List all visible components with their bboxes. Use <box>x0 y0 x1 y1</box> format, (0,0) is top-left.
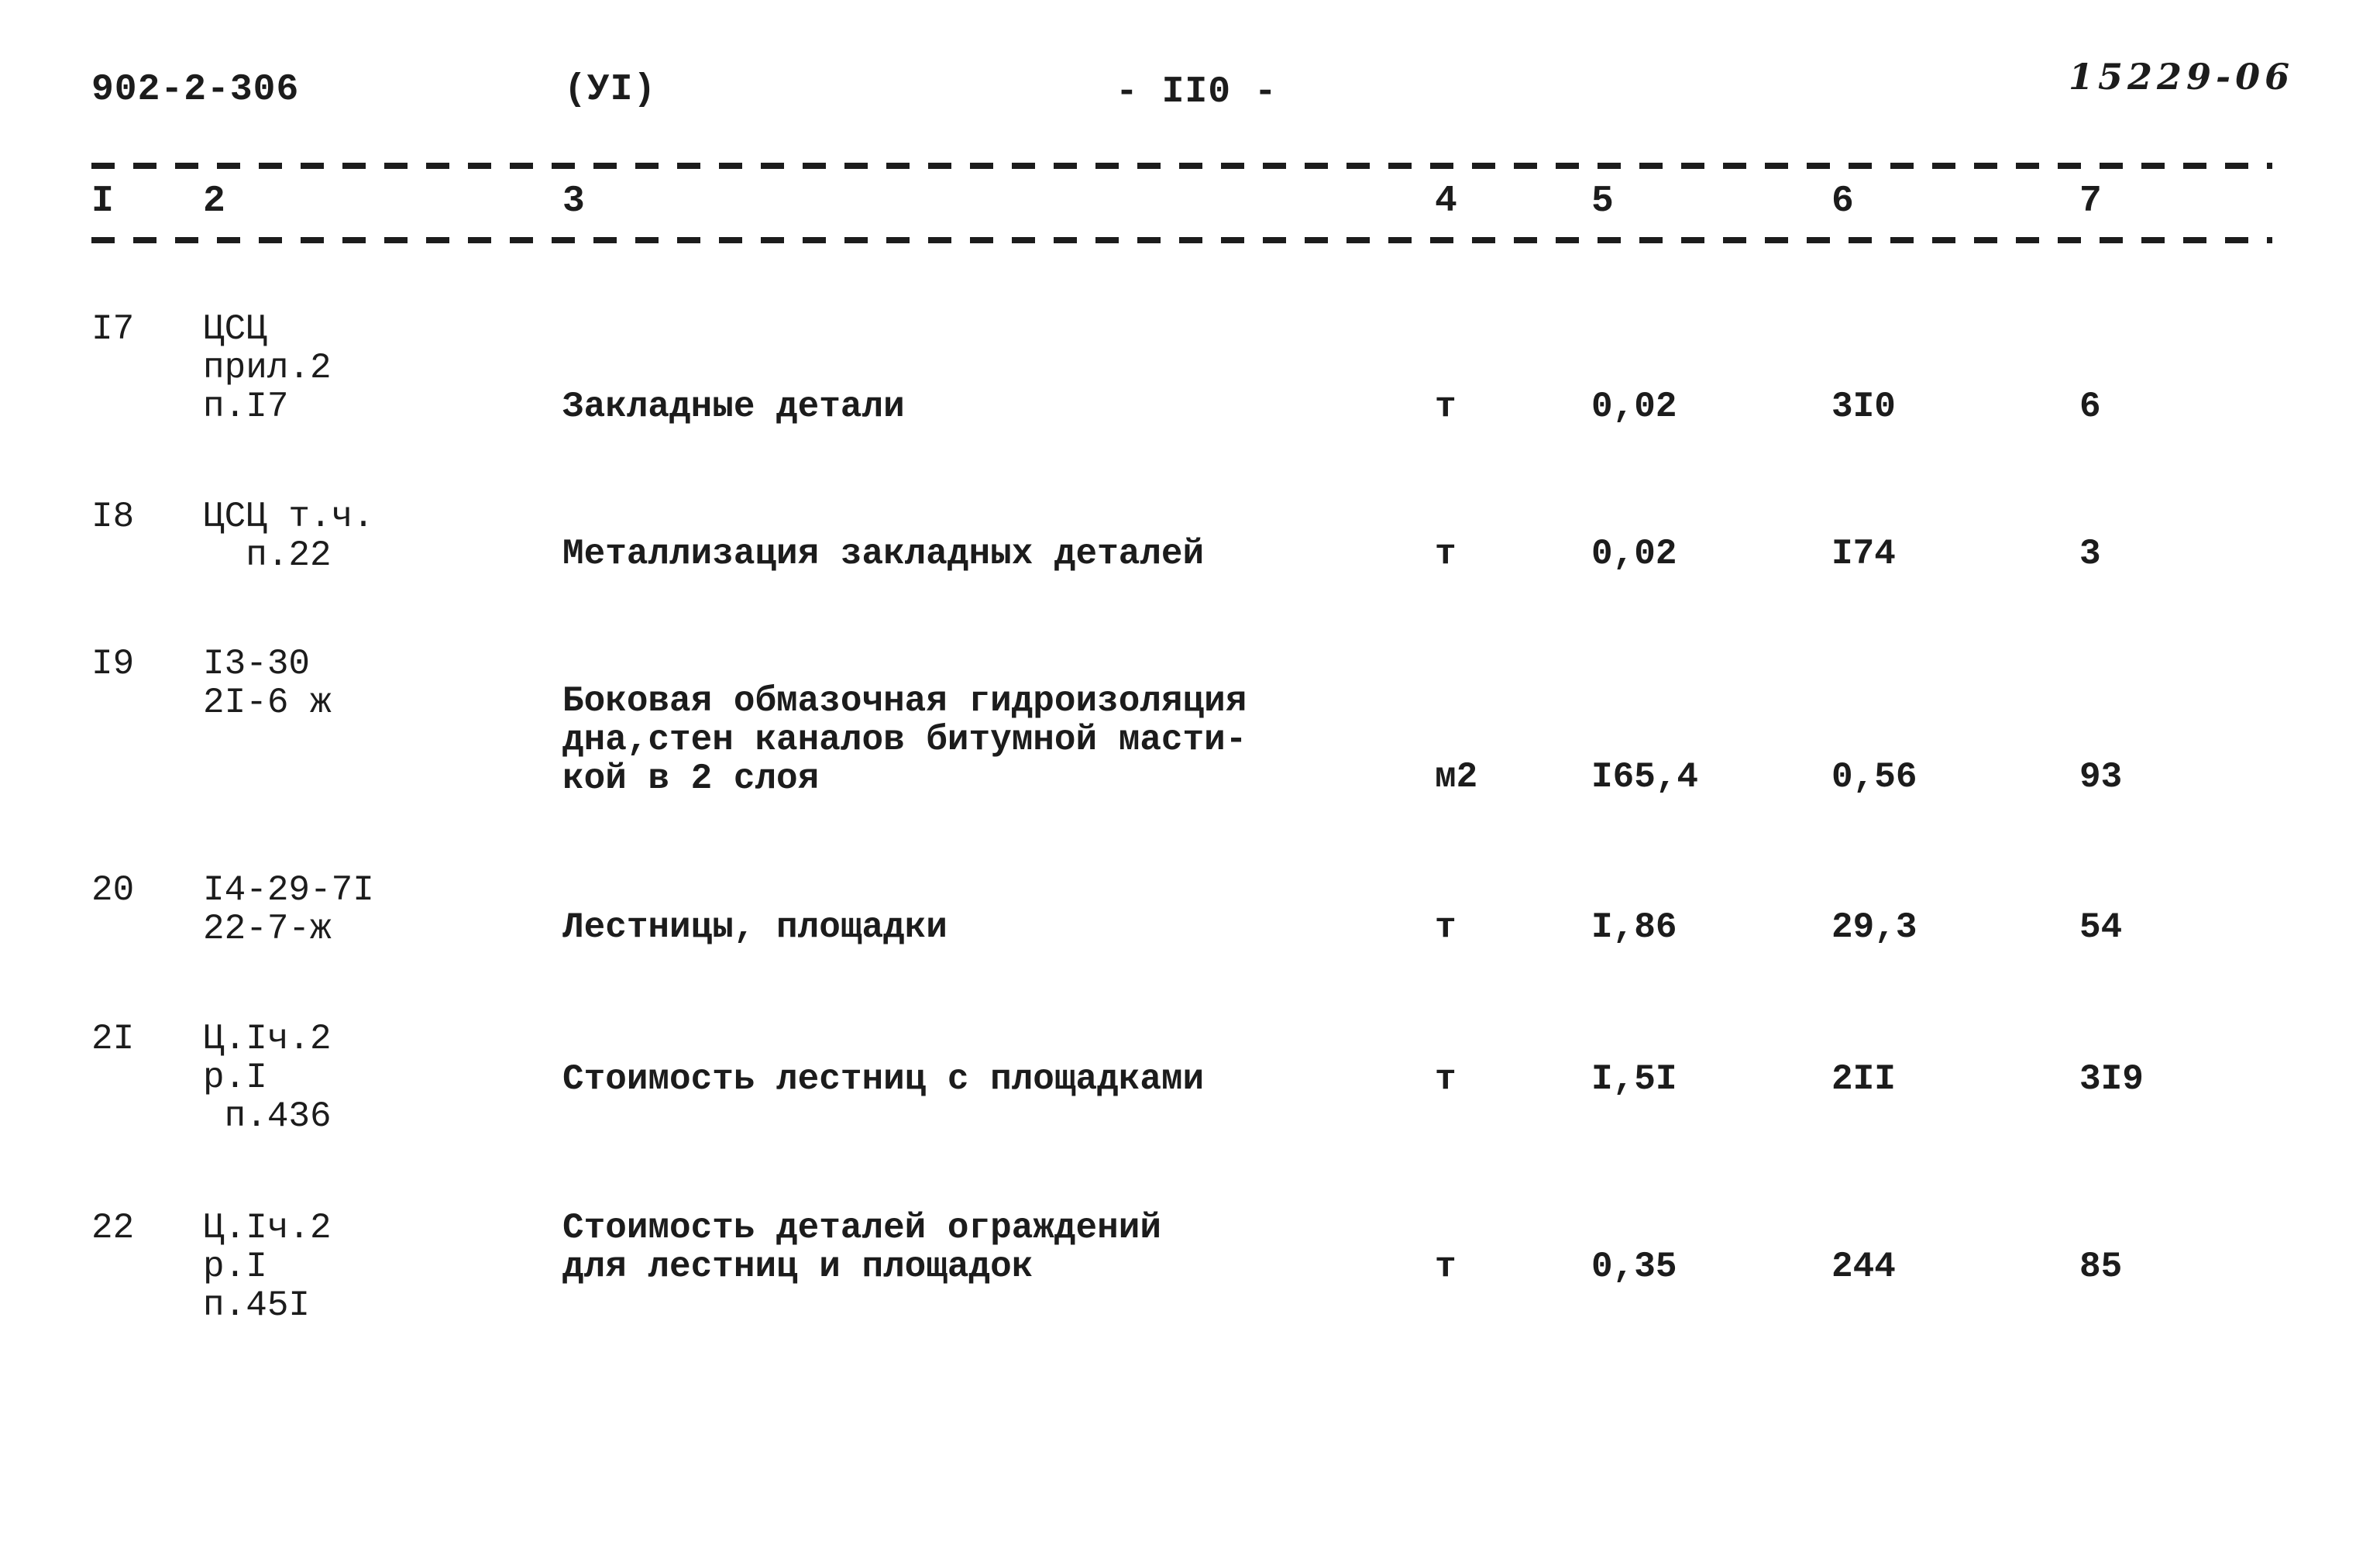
row-unit: т <box>1435 907 1457 948</box>
header-top-rule <box>91 163 2272 169</box>
row-number: I8 <box>91 497 135 537</box>
row-quantity: 0,35 <box>1591 1247 1677 1287</box>
column-header-5: 5 <box>1591 181 1614 222</box>
row-total: 3I9 <box>2079 1059 2144 1099</box>
column-header-4: 4 <box>1435 181 1457 222</box>
row-quantity: I,86 <box>1591 907 1677 948</box>
row-unit-price: 3I0 <box>1831 387 1896 427</box>
column-header-2: 2 <box>203 181 225 222</box>
column-header-7: 7 <box>2079 181 2102 222</box>
row-number: 22 <box>91 1208 135 1248</box>
row-unit-price: 244 <box>1831 1247 1896 1287</box>
row-description: Закладные детали <box>562 387 905 427</box>
row-total: 3 <box>2079 534 2101 574</box>
row-unit: т <box>1435 1059 1457 1099</box>
row-description: Стоимость лестниц с площадками <box>562 1059 1205 1099</box>
row-total: 54 <box>2079 907 2123 948</box>
row-unit: м2 <box>1435 757 1478 797</box>
row-number: 2I <box>91 1019 135 1059</box>
row-unit-price: 2II <box>1831 1059 1896 1099</box>
row-unit: т <box>1435 387 1457 427</box>
page-number: - II0 - <box>1116 71 1278 113</box>
row-total: 6 <box>2079 387 2101 427</box>
row-quantity: 0,02 <box>1591 387 1677 427</box>
row-reference: Ц.Iч.2 р.I п.45I <box>203 1208 332 1326</box>
row-unit: т <box>1435 534 1457 574</box>
row-reference: I3-30 2I-6 ж <box>203 644 332 723</box>
row-number: 20 <box>91 870 135 910</box>
document-code: 902-2-306 <box>91 69 300 111</box>
column-header-6: 6 <box>1831 181 1854 222</box>
row-number: I9 <box>91 644 135 684</box>
row-unit-price: 29,3 <box>1831 907 1917 948</box>
row-number: I7 <box>91 309 135 349</box>
inventory-stamp: 15229-06 <box>2069 56 2295 98</box>
column-header-1: I <box>91 181 114 222</box>
row-reference: I4-29-7I 22-7-ж <box>203 870 374 949</box>
row-unit-price: I74 <box>1831 534 1896 574</box>
row-quantity: I65,4 <box>1591 757 1699 797</box>
column-header-3: 3 <box>562 181 585 222</box>
row-reference: ЦСЦ т.ч. п.22 <box>203 497 374 576</box>
header-bottom-rule <box>91 237 2272 243</box>
row-description: Лестницы, площадки <box>562 907 948 948</box>
row-total: 93 <box>2079 757 2123 797</box>
row-description: Металлизация закладных деталей <box>562 534 1205 574</box>
row-quantity: I,5I <box>1591 1059 1677 1099</box>
row-description: Боковая обмазочная гидроизоляция дна,стен каналов битумной масти- кой в 2 слоя <box>562 681 1247 799</box>
section-code: (УI) <box>564 69 657 111</box>
row-total: 85 <box>2079 1247 2123 1287</box>
row-unit-price: 0,56 <box>1831 757 1917 797</box>
row-reference: ЦСЦ прил.2 п.I7 <box>203 309 332 427</box>
row-quantity: 0,02 <box>1591 534 1677 574</box>
row-unit: т <box>1435 1247 1457 1287</box>
row-reference: Ц.Iч.2 р.I п.436 <box>203 1019 332 1137</box>
row-description: Стоимость деталей ограждений для лестниц и площадок <box>562 1208 1161 1287</box>
